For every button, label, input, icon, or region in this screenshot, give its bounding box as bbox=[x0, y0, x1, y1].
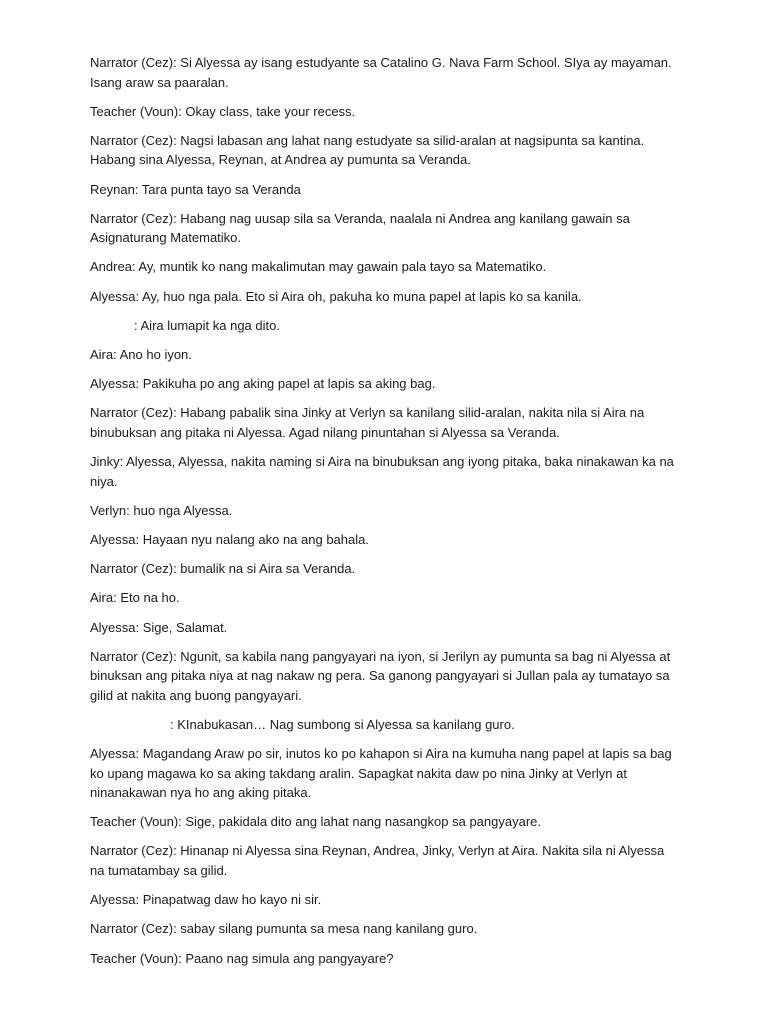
script-line: Narrator (Cez): Ngunit, sa kabila nang pangyayari na iyon, si Jerilyn ay pumunta sa bag ni Alyessa at binuksan ang pitaka niya at nag nakaw ng pera. Sa ganong pangyayari si Jullan pala ay tumatayo sa gilid at nakita ang buong pangyayari. bbox=[90, 648, 671, 703]
script-line: Alyessa: Pinapatwag daw ho kayo ni sir. bbox=[90, 892, 322, 908]
script-line: Narrator (Cez): Nagsi labasan ang lahat nang estudyate sa silid-aralan at nagsipunta sa kantina. Habang sina Alyessa, Reynan, at Andrea ay pumunta sa Veranda. bbox=[90, 132, 645, 168]
script-line: Alyessa: Ay, huo nga pala. Eto si Aira oh, pakuha ko muna papel at lapis ko sa kanila. bbox=[90, 288, 582, 304]
script-stage-direction: : KInabukasan… Nag sumbong si Alyessa sa kanilang guro. bbox=[170, 716, 515, 732]
script-line: Aira: Ano ho iyon. bbox=[90, 347, 192, 362]
script-line: Teacher (Voun): Sige, pakidala dito ang lahat nang nasangkop sa pangyayare. bbox=[90, 814, 541, 830]
script-line: Narrator (Cez): Hinanap ni Alyessa sina Reynan, Andrea, Jinky, Verlyn at Aira. Nakita sila ni Alyessa na tumatambay sa gilid. bbox=[90, 843, 665, 878]
script-body bbox=[90, 53, 680, 978]
script-line: Narrator (Cez): Habang nag uusap sila sa Veranda, naalala ni Andrea ang kanilang gawain sa Asignaturang Matematiko. bbox=[90, 210, 630, 246]
script-line: Teacher (Voun): Okay class, take your recess. bbox=[90, 103, 356, 119]
script-line: Reynan: Tara punta tayo sa Veranda bbox=[90, 181, 301, 197]
script-line: Andrea: Ay, muntik ko nang makalimutan may gawain pala tayo sa Matematiko. bbox=[90, 259, 547, 275]
script-line: Narrator (Cez): bumalik na si Aira sa Veranda. bbox=[90, 561, 356, 577]
script-line: Narrator (Cez): Habang pabalik sina Jinky at Verlyn sa kanilang silid-aralan, nakita nila si Aira na binubuksan ang pitaka ni Alyessa. Agad nilang pinuntahan si Alyessa sa Veranda. bbox=[90, 405, 645, 440]
script-line: Teacher (Voun): Paano nag simula ang pangyayare? bbox=[90, 950, 394, 966]
script-line: Alyessa: Pakikuha po ang aking papel at lapis sa aking bag. bbox=[90, 376, 436, 392]
script-line: Narrator (Cez): Si Alyessa ay isang estudyante sa Catalino G. Nava Farm School. SIya ay mayaman. Isang araw sa paaralan. bbox=[90, 55, 672, 90]
script-line: Alyessa: Hayaan nyu nalang ako na ang bahala. bbox=[90, 531, 369, 547]
script-line: Narrator (Cez): sabay silang pumunta sa mesa nang kanilang guro. bbox=[90, 921, 478, 937]
script-line: Alyessa: Sige, Salamat. bbox=[90, 619, 228, 635]
script-line: Jinky: Alyessa, Alyessa, nakita naming si Aira na binubuksan ang iyong pitaka, baka ninakawan ka na niya. bbox=[90, 454, 674, 489]
script-line: Verlyn: huo nga Alyessa. bbox=[90, 502, 233, 518]
script-line: Alyessa: Magandang Araw po sir, inutos ko po kahapon si Aira na kumuha nang papel at lapis sa bag ko upang magawa ko sa aking takdang aralin. Sapagkat nakita daw po nina Jinky at Verlyn at ninanakawan nya ho ang aking pitaka. bbox=[90, 746, 672, 801]
script-line: Aira: Eto na ho. bbox=[90, 590, 180, 606]
script-stage-direction: : Aira lumapit ka nga dito. bbox=[134, 317, 280, 333]
